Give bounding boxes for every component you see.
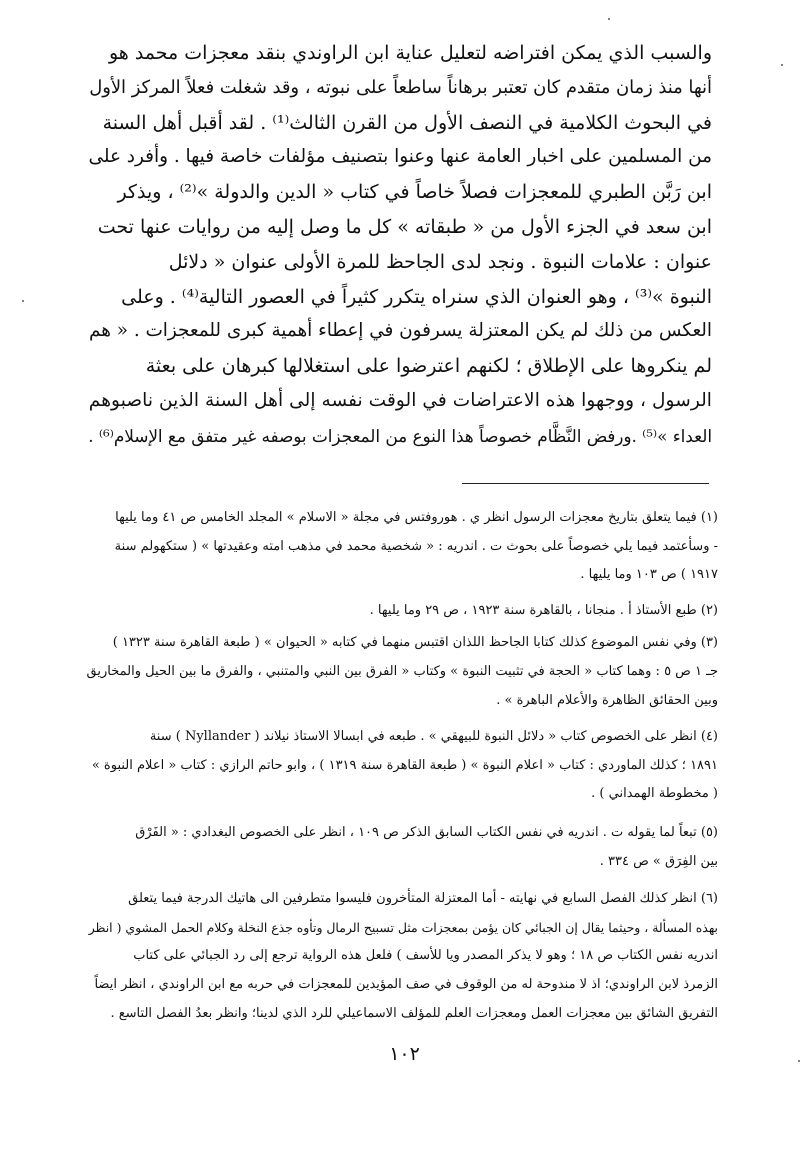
footnote-line: (٢) طبع الأستاذ أ . منجانا ، بالقاهرة سنة ١٩٢٣ ، ص ٢٩ وما يليها . — [369, 602, 718, 618]
footnote-line: ١٨٩١ ؛ كذلك الماوردي : كتاب « اعلام النبوة » ( طبعة القاهرة سنة ١٣١٩ ) ، وابو حاتم الرازي : كتاب « اعلام النبوة » — [91, 757, 718, 773]
body-line: ابن سعد في الجزء الأول من « طبقاته » كل ما وصل إليه من روايات عنها تحت — [97, 215, 712, 238]
footnote-line: التفريق الشائق بين معجزات العمل ومعجزات العلم للمؤلف الاسماعيلي للرد الذي لدينا؛ وانظر بعدُ الفصل التاسع . — [110, 1005, 718, 1021]
footnote-line: (٦) انظر كذلك الفصل السابع في نهايته - أما المعتزلة المتأخرون فليسوا متطرفين الى هاتيك الدرجة فيما يتعلق — [128, 891, 718, 907]
footnote-line: بين الفِرَق » ص ٣٣٤ . — [599, 853, 718, 869]
footnote-line: بهذه المسألة ، وحيثما يقال إن الجبائي كان يؤمن بمعجزات مثل تسبيح الرمال وتأوه جذع النخلة وكلام الحمل المشوي ( انظر — [88, 919, 718, 935]
body-line: العداء »⁽⁵⁾ .ورفض النَّظَّام خصوصاً هذا النوع من المعجزات بوصفه غير متفق مع الإسلام⁽⁶⁾ . — [88, 425, 712, 446]
footnote-line: جـ ١ ص ٥ : وهما كتاب « الحجة في تثبيت النبوة » وكتاب « الفرق بين النبي والمتنبي ، والفرق ما بين الحيل والمخاريق — [86, 663, 718, 679]
footnotes — [82, 504, 718, 1028]
footnote-line: (٥) تبعاً لما يقوله ت . اندريه في نفس الكتاب السابق الذكر ص ١٠٩ ، انظر على الخصوص البغدادي : « الفَرْق — [135, 824, 718, 840]
footnote-2 — [82, 597, 718, 626]
body-line: عنوان : علامات النبوة . ونجد لدى الجاحظ للمرة الأولى عنوان « دلائل — [168, 250, 712, 273]
body-line: في البحوث الكلامية في النصف الأول من القرن الثالث⁽¹⁾ . لقد أقبل أهل السنة — [102, 111, 712, 134]
body-line: لم ينكروها على الإطلاق ؛ لكنهم اعترضوا على استغلالها كبرهان على بعثة — [145, 355, 712, 378]
footnote-line: ١٩١٧ ) ص ١٠٣ وما يليها . — [580, 567, 718, 583]
body-line: أنها منذ زمان متقدم كان تعتبر برهاناً ساطعاً على نبوته ، وقد شغلت فعلاً المركز الأول — [89, 76, 712, 98]
footnote-1 — [82, 504, 718, 590]
body-line: ابن رَبَّن الطبري للمعجزات فصلاً خاصاً في كتاب « الدين والدولة »⁽²⁾ ، ويذكر — [117, 181, 712, 204]
scan-speck — [781, 64, 783, 66]
footnote-3 — [82, 629, 718, 715]
footnote-line: اندريه نفس الكتاب ص ١٨ ؛ وهو لا يذكر المصدر ويا للأسف ) فلعل هذه الرواية ترجع إلى رد الجبائي على كتاب — [133, 948, 718, 964]
body-line: الرسول ، ووجهوا هذه الاعتراضات في الوقت نفسه إلى أهل السنة الذين ناصبوهم — [88, 389, 712, 411]
footnote-line: (٤) انظر على الخصوص كتاب « دلائل النبوة للبيهقي » . طبعه في ابسالا الاستاذ نيلاند ( Nyllander ) سنة — [149, 729, 718, 745]
footnote-line: - وسأعتمد فيما يلي خصوصاً على بحوث ت . اندريه : « شخصية محمد في مذهب امته وعقيدتها » ( ستكهولم سنة — [114, 538, 718, 554]
scan-speck — [22, 300, 24, 302]
footnote-line: الزمرذ لابن الراوندي؛ اذ لا مندوحة له من الوقوف في صف المؤيدين للمعجزات في حربه مع ابن الراوندي ، انظر ايضاً — [94, 976, 718, 992]
body-text — [82, 36, 712, 454]
body-line: العكس من ذلك لم يكن المعتزلة يسرفون في إعطاء أهمية كبرى للمعجزات . « هم — [89, 320, 712, 342]
page-number: ١٠٢ — [389, 1043, 420, 1065]
footnote-line: (١) فيما يتعلق بتاريخ معجزات الرسول انظر ي . هوروفتس في مجلة « الاسلام » المجلد الخامس ص ٤١ وما يليها — [115, 510, 718, 525]
scan-speck — [608, 18, 610, 20]
body-line: من المسلمين على اخبار العامة عنها وعنوا بتصنيف مؤلفات خاصة فيها . وأفرد على — [88, 146, 712, 168]
footnote-5 — [82, 819, 718, 876]
footnote-separator — [462, 483, 709, 484]
body-line: النبوة »⁽³⁾ ، وهو العنوان الذي سنراه يتكرر كثيراً في العصور التالية⁽⁴⁾ . وعلى — [121, 285, 712, 308]
footnote-4 — [82, 723, 718, 809]
body-line: والسبب الذي يمكن افتراضه لتعليل عناية ابن الراوندي بنقد معجزات محمد هو — [108, 42, 712, 64]
footnote-line: وبين الحقائق الظاهرة والأعلام الباهرة » . — [496, 692, 718, 708]
footnote-6 — [82, 885, 718, 1028]
footnote-line: ( مخطوطة الهمداني ) . — [591, 786, 718, 802]
footnote-line: (٣) وفي نفس الموضوع كذلك كتابا الجاحظ اللذان اقتبس منهما في كتابه « الحيوان » ( طبعة القاهرة سنة ١٣٢٣ ) — [112, 635, 718, 651]
